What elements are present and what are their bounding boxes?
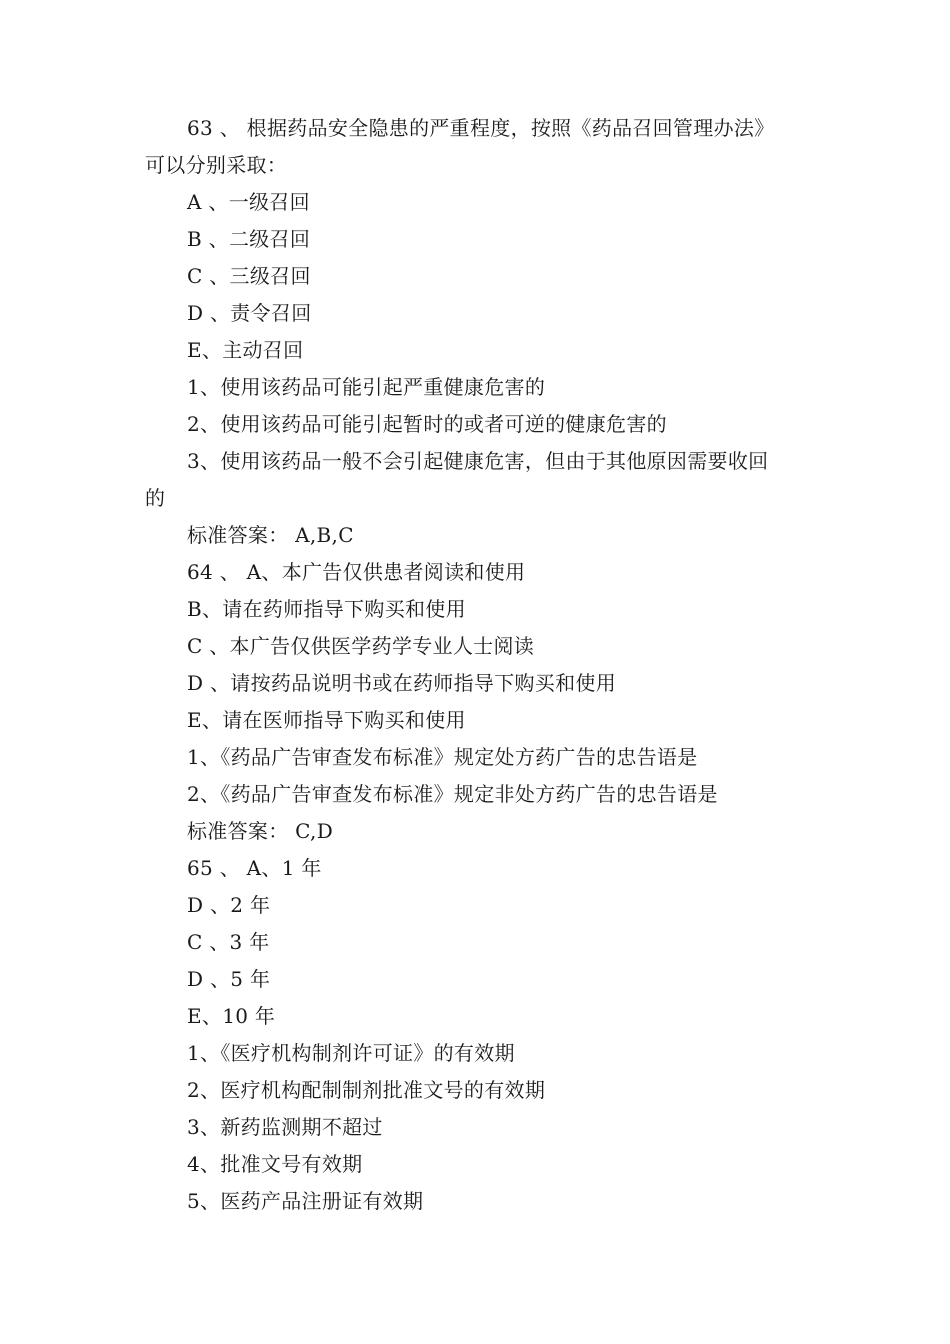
option-e: E、请在医师指导下购买和使用 (187, 708, 466, 732)
question-65-option-a: 65 、 A、1 年 (187, 856, 322, 880)
answer-63: 标准答案： A,B,C (187, 523, 354, 547)
sub-question-4: 4、批准文号有效期 (187, 1152, 363, 1176)
option-a: A 、一级召回 (187, 190, 310, 214)
option-e: E、主动召回 (187, 338, 304, 362)
sub-question-1: 1、《医疗机构制剂许可证》的有效期 (187, 1041, 515, 1065)
option-e: E、10 年 (187, 1004, 276, 1028)
sub-question-1: 1、使用该药品可能引起严重健康危害的 (187, 375, 546, 399)
sub-question-5: 5、医药产品注册证有效期 (187, 1189, 424, 1213)
sub-question-3: 3、新药监测期不超过 (187, 1115, 383, 1139)
option-d: D 、责令召回 (187, 301, 312, 325)
option-c: C 、3 年 (187, 930, 270, 954)
option-b: B 、二级召回 (187, 227, 311, 251)
question-63-stem-cont: 可以分别采取： (145, 153, 288, 177)
sub-question-2: 2、使用该药品可能引起暂时的或者可逆的健康危害的 (187, 412, 667, 436)
option-c: C 、三级召回 (187, 264, 311, 288)
option-d: D 、5 年 (187, 967, 271, 991)
question-64-option-a: 64 、 A、本广告仅供患者阅读和使用 (187, 560, 526, 584)
answer-64: 标准答案： C,D (187, 819, 334, 843)
option-d: D 、2 年 (187, 893, 271, 917)
sub-question-3-cont: 的 (145, 486, 166, 510)
question-63-stem: 63 、 根据药品安全隐患的严重程度，按照《药品召回管理办法》 (187, 116, 775, 140)
sub-question-1: 1、《药品广告审查发布标准》规定处方药广告的忠告语是 (187, 745, 698, 769)
option-d: D 、请按药品说明书或在药师指导下购买和使用 (187, 671, 616, 695)
sub-question-2: 2、医疗机构配制制剂批准文号的有效期 (187, 1078, 546, 1102)
option-b: B、请在药师指导下购买和使用 (187, 597, 466, 621)
option-c: C 、本广告仅供医学药学专业人士阅读 (187, 634, 535, 658)
sub-question-2: 2、《药品广告审查发布标准》规定非处方药广告的忠告语是 (187, 782, 718, 806)
sub-question-3: 3、使用该药品一般不会引起健康危害，但由于其他原因需要收回 (187, 449, 769, 473)
